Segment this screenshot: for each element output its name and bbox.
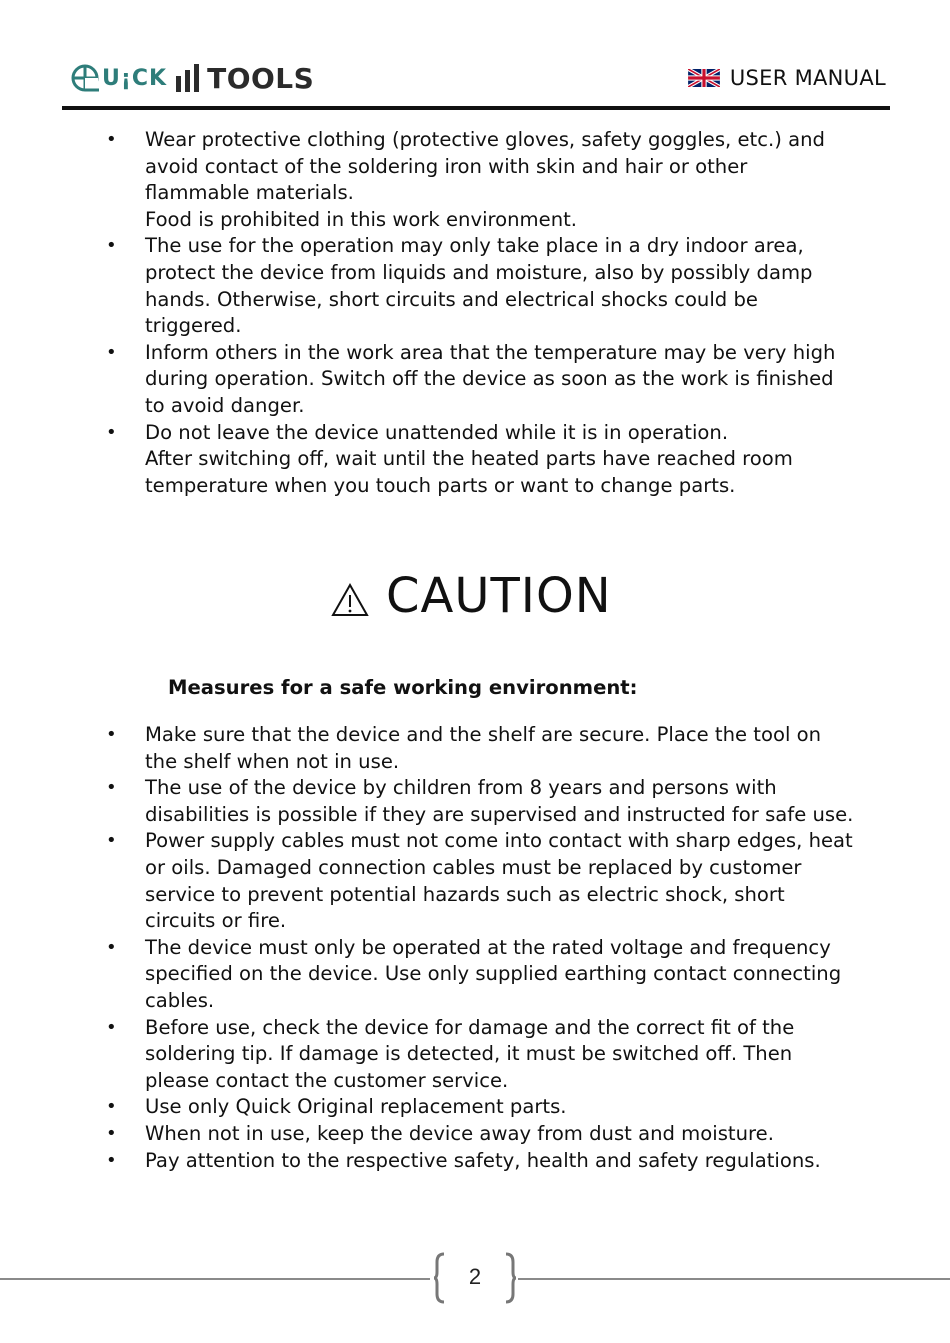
warning-triangle-icon bbox=[330, 582, 370, 618]
safety-list-general bbox=[145, 127, 885, 499]
list-line: soldering tip. If damage is detected, it must be switched off. Then bbox=[145, 1042, 793, 1066]
caution-title: CAUTION bbox=[386, 568, 612, 624]
list-line: • Wear protective clothing (protective gloves, safety goggles, etc.) and bbox=[145, 128, 825, 151]
list-line: triggered. bbox=[145, 314, 242, 338]
list-line: Food is prohibited in this work environment. bbox=[145, 207, 578, 231]
list-line: • When not in use, keep the device away from dust and moisture. bbox=[145, 1121, 774, 1145]
list-line: • The use of the device by children from 8 years and persons with bbox=[145, 776, 777, 800]
uk-flag-icon bbox=[688, 69, 720, 87]
user-manual-label bbox=[688, 66, 886, 90]
user-manual-text: USER MANUAL bbox=[729, 66, 886, 90]
right-brace-icon bbox=[504, 1252, 518, 1304]
list-item bbox=[145, 1121, 885, 1148]
list-item bbox=[145, 127, 885, 233]
list-item bbox=[145, 775, 885, 828]
list-item bbox=[145, 1094, 885, 1121]
header-rule bbox=[62, 106, 890, 110]
list-item bbox=[145, 1148, 885, 1175]
list-line: to avoid danger. bbox=[145, 393, 305, 417]
list-line: please contact the customer service. bbox=[145, 1068, 509, 1092]
list-line: hands. Otherwise, short circuits and electrical shocks could be bbox=[145, 287, 758, 311]
list-line: • The device must only be operated at the rated voltage and frequency bbox=[145, 935, 831, 959]
footer-rule-left bbox=[0, 1278, 430, 1280]
list-line: • Make sure that the device and the shelf are secure. Place the tool on bbox=[145, 723, 822, 746]
list-line: or oils. Damaged connection cables must be replaced by customer bbox=[145, 855, 802, 879]
list-item bbox=[145, 722, 885, 775]
list-item bbox=[145, 935, 885, 1015]
list-line: service to prevent potential hazards such as electric shock, short bbox=[145, 882, 785, 906]
list-item bbox=[145, 340, 885, 420]
list-line: After switching off, wait until the heated parts have reached room bbox=[145, 447, 793, 471]
list-line: • Use only Quick Original replacement parts. bbox=[145, 1095, 567, 1119]
list-item bbox=[145, 828, 885, 934]
list-line: specified on the device. Use only supplied earthing contact connecting bbox=[145, 962, 842, 986]
list-line: avoid contact of the soldering iron with skin and hair or other bbox=[145, 154, 748, 178]
list-item bbox=[145, 1015, 885, 1095]
list-line: disabilities is possible if they are supervised and instructed for safe use. bbox=[145, 802, 854, 826]
quick-logo-mark-icon bbox=[70, 63, 100, 93]
list-item bbox=[145, 420, 885, 500]
page-number: 2 bbox=[468, 1264, 482, 1289]
page-number-box bbox=[432, 1252, 518, 1304]
caution-heading bbox=[330, 568, 612, 624]
logo-quick-text: U¡CK bbox=[102, 65, 168, 91]
list-line: • The use for the operation may only take place in a dry indoor area, bbox=[145, 234, 804, 258]
list-line: • Before use, check the device for damage and the correct fit of the bbox=[145, 1015, 795, 1039]
list-line: • Pay attention to the respective safety, health and safety regulations. bbox=[145, 1148, 821, 1172]
logo-tools-text: TOOLS bbox=[207, 61, 315, 95]
list-line: temperature when you touch parts or want to change parts. bbox=[145, 473, 736, 497]
list-line: during operation. Switch off the device as soon as the work is finished bbox=[145, 367, 834, 391]
list-line: protect the device from liquids and moisture, also by possibly damp bbox=[145, 260, 813, 284]
page-header bbox=[70, 56, 888, 108]
list-line: cables. bbox=[145, 988, 215, 1012]
footer-rule-right bbox=[518, 1278, 950, 1280]
list-line: flammable materials. bbox=[145, 181, 354, 205]
logo-bars-icon bbox=[175, 64, 201, 92]
list-line: the shelf when not in use. bbox=[145, 749, 400, 773]
list-line: • Do not leave the device unattended while it is in operation. bbox=[145, 420, 729, 444]
list-line: • Inform others in the work area that the temperature may be very high bbox=[145, 340, 836, 364]
list-line: circuits or fire. bbox=[145, 909, 287, 933]
list-line: • Power supply cables must not come into contact with sharp edges, heat bbox=[145, 829, 853, 853]
section-subheading: Measures for a safe working environment: bbox=[168, 676, 638, 699]
quick-tools-logo bbox=[70, 58, 314, 98]
list-item bbox=[145, 233, 885, 339]
safety-list-environment bbox=[145, 722, 885, 1174]
